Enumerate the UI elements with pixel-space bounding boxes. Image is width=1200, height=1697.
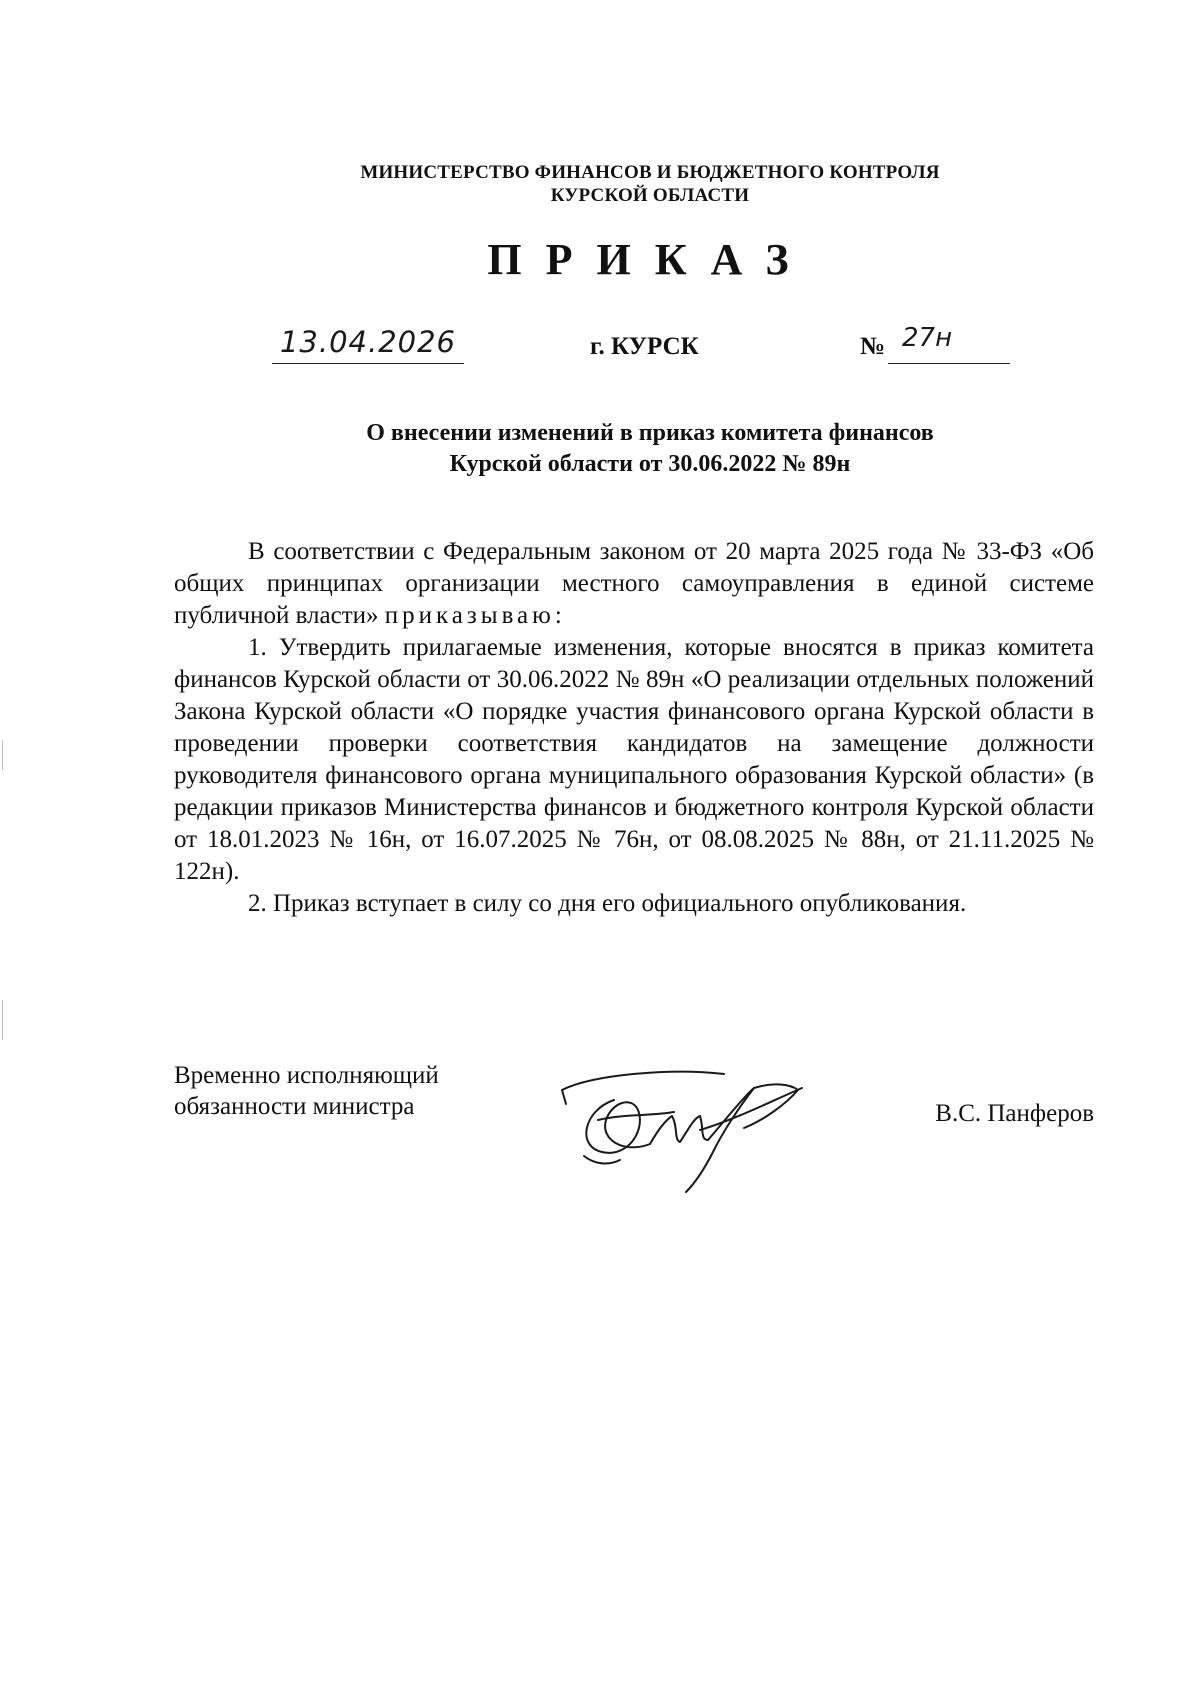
handwritten-date: 13.04.2026 [279,325,457,359]
date-place-number-row [0,325,1200,375]
handwritten-number: 27н [902,323,953,353]
preamble-paragraph [174,536,1094,632]
signer-name: В.С. Панферов [935,1100,1094,1127]
preamble-text: В соответствии с Федеральным законом от 20 марта 2025 года № 33-ФЗ «Об общих принципах организации местного самоуправления в единой системе публичной власти» [174,538,1094,629]
document-type-heading: ПРИКАЗ [487,235,813,284]
issuing-authority [0,161,1200,207]
handwritten-signature-icon [554,1060,814,1200]
signature-block [174,1060,1094,1200]
city-label: г. КУРСК [590,333,699,360]
scan-edge-mark [2,740,3,770]
item-2-paragraph: 2. Приказ вступает в силу со дня его официального опубликования. [248,890,967,917]
number-sign: № [860,333,886,360]
order-word: приказываю: [384,602,566,629]
document-title [0,418,1200,480]
number-underline [888,363,1010,364]
scan-edge-mark [2,1000,3,1040]
title-line2: Курской области от 30.06.2022 № 89н [449,451,851,477]
org-name-line2: КУРСКОЙ ОБЛАСТИ [550,185,750,206]
item-1-paragraph: 1. Утвердить прилагаемые изменения, которые вносятся в приказ комитета финансов Курской области от 30.06.2022 № 89н «О реализации отдельных положений Закона Курской области «О порядке участия финансового органа Курской области в проведении проверки соответствия кандидатов на замещение должности руководителя финансового органа муниципального образования Курской области» (в редакции приказов Министерства финансов и бюджетного контроля Курской области от 18.01.2023 № 16н, от 16.07.2025 № 76н, от 08.08.2025 № 88н, от 21.11.2025 № 122н). [174,634,1094,885]
title-line1: О внесении изменений в приказ комитета финансов [366,420,934,446]
document-body [174,536,1094,920]
signer-position-line1: Временно исполняющий [174,1062,439,1089]
org-name-line1: МИНИСТЕРСТВО ФИНАНСОВ И БЮДЖЕТНОГО КОНТРОЛЯ [360,162,940,183]
signer-position [174,1060,439,1122]
signer-position-line2: обязанности министра [174,1093,415,1120]
date-underline [272,363,464,364]
